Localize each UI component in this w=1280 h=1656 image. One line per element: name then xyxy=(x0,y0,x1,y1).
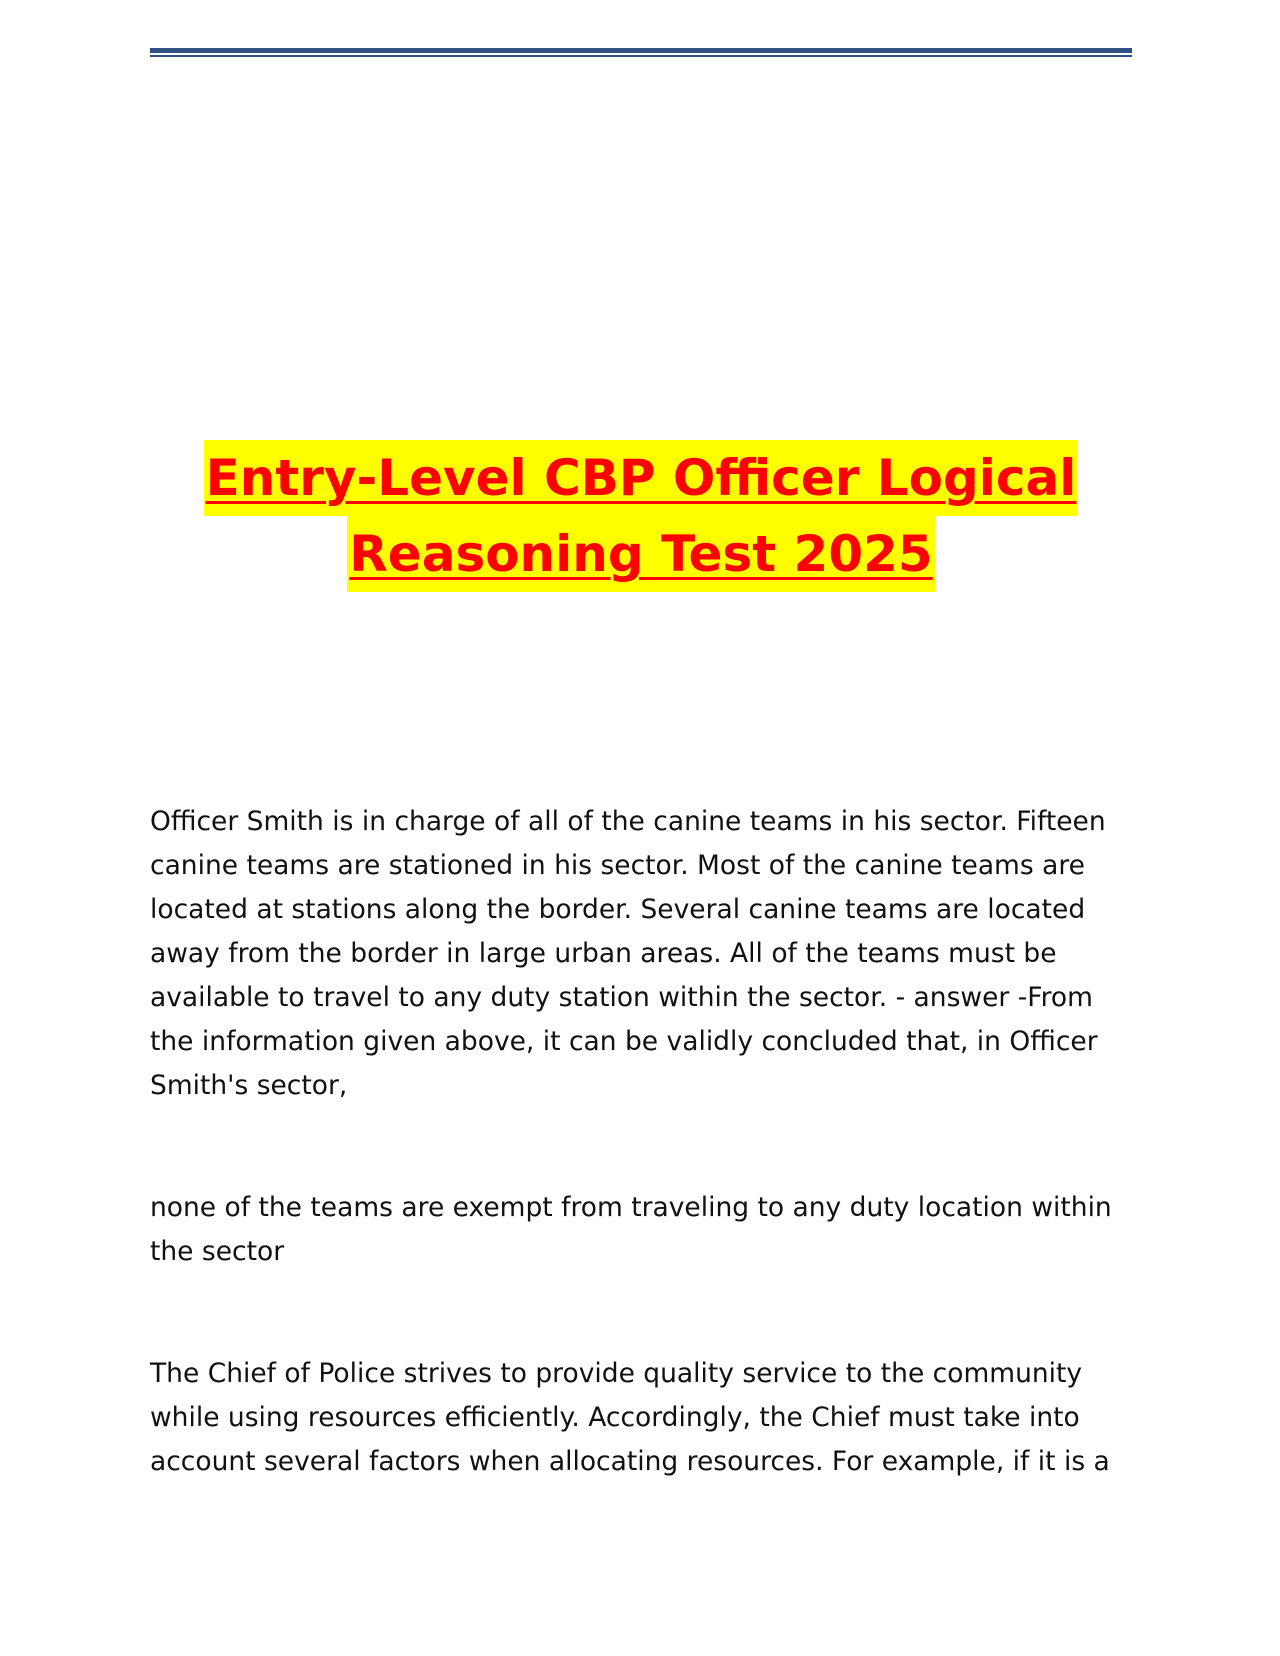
document-title xyxy=(150,440,1132,592)
title-line-2: Reasoning Test 2025 xyxy=(347,516,934,592)
title-line-1: Entry-Level CBP Officer Logical xyxy=(204,440,1079,516)
header-rule xyxy=(150,48,1132,57)
header-rule-thin xyxy=(150,55,1132,57)
answer-1-paragraph: none of the teams are exempt from traveling to any duty location within the sector xyxy=(150,1192,1112,1267)
question-1-paragraph: Officer Smith is in charge of all of the canine teams in his sector. Fifteen canine teams are stationed in his sector. Most of the canine teams are located at stations along the border. Several canine teams are located away from the border in large urban areas. All of the teams must be available to travel to any duty station within the sector. - answer -From the information given above, it can be validly concluded that, in Officer Smith's sector, xyxy=(150,806,1106,1101)
question-2-paragraph: The Chief of Police strives to provide quality service to the community while using resources efficiently. Accordingly, the Chief must take into account several factors when allocating resources. For example, if it is a xyxy=(150,1358,1110,1477)
